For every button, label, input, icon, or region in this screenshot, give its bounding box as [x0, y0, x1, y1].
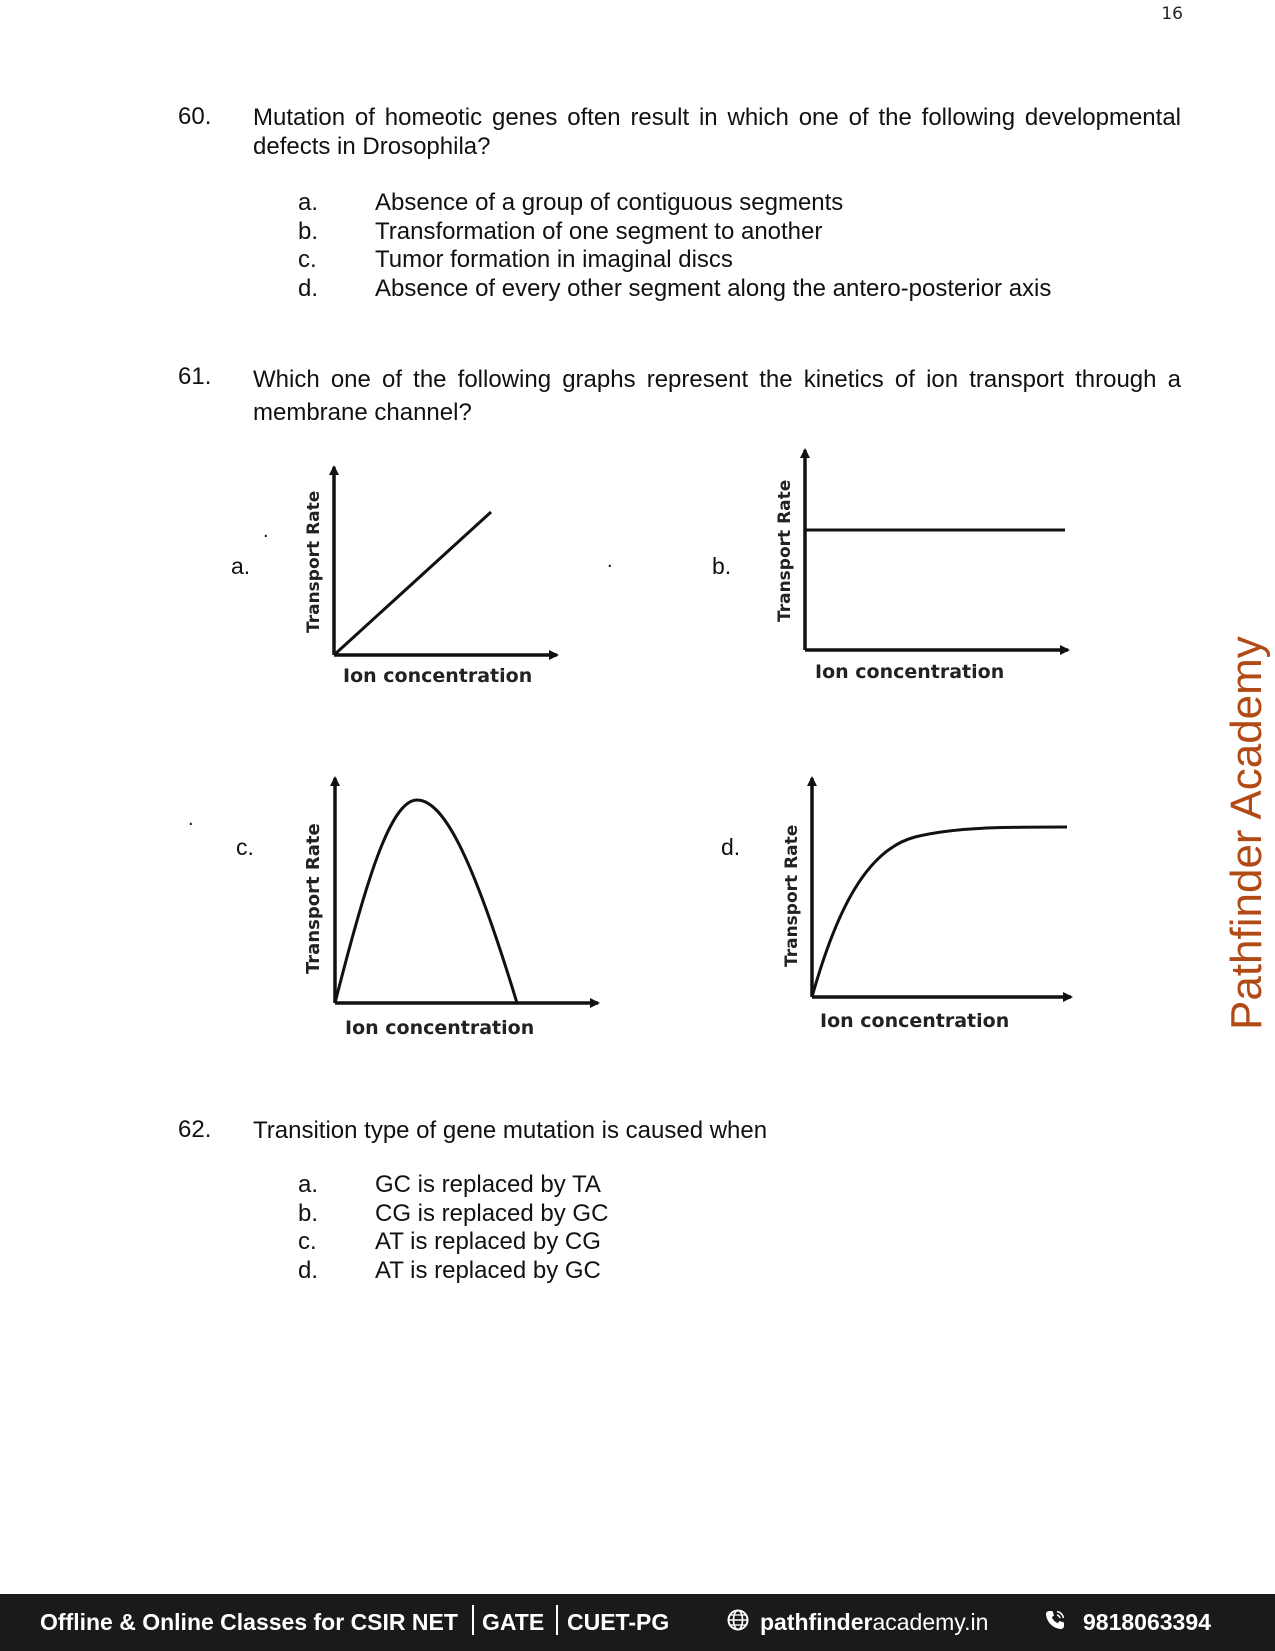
footer-classes: Offline & Online Classes for CSIR NET [40, 1609, 458, 1635]
option-label: a. [298, 1171, 319, 1198]
page-number: 16 [1161, 4, 1183, 24]
option-text: Absence of every other segment along the antero-posterior axis [375, 274, 1052, 302]
y-axis-label: Transport Rate [304, 490, 324, 633]
option-row [298, 1171, 608, 1200]
question-60-text: Mutation of homeotic genes often result in which one of the following developmental defects in Drosophila? [253, 104, 1181, 160]
question-61-text: Which one of the following graphs represent the kinetics of ion transport through a membrane channel? [253, 366, 1181, 426]
curve-line [334, 512, 491, 655]
option-text: Tumor formation in imaginal discs [375, 246, 733, 273]
graph-c-label: c. [236, 834, 254, 860]
option-row [298, 1200, 608, 1229]
option-row [298, 275, 1051, 304]
option-label: c. [298, 1228, 317, 1255]
watermark: Pathfinder Academy [1222, 636, 1271, 1030]
option-row [298, 1228, 608, 1257]
option-label: d. [298, 1256, 319, 1284]
x-axis-label: Ion concentration [343, 665, 533, 687]
option-label: c. [298, 246, 317, 273]
option-text: GC is replaced by TA [375, 1171, 601, 1198]
graph-a [295, 455, 565, 700]
curve-saturating [812, 827, 1067, 997]
option-text: Transformation of one segment to another [375, 217, 823, 245]
question-60-options [298, 189, 1051, 303]
option-row [298, 218, 1051, 247]
option-row [298, 246, 1051, 275]
footer-divider [472, 1605, 474, 1635]
stray-dot: . [188, 808, 194, 830]
question-62-text: Transition type of gene mutation is caused when [253, 1117, 768, 1144]
globe-icon [726, 1608, 750, 1638]
stray-dot: . [263, 520, 269, 542]
footer-banner [0, 1594, 1275, 1651]
website-bold: pathfinder [760, 1609, 873, 1635]
y-axis-label: Transport Rate [775, 479, 795, 622]
question-62-options [298, 1171, 608, 1285]
website-rest: academy.in [872, 1609, 989, 1635]
graph-b-label: b. [712, 553, 732, 579]
question-60-number: 60. [178, 103, 212, 130]
question-62-number: 62. [178, 1116, 212, 1143]
footer-divider [556, 1605, 558, 1635]
footer-phone[interactable]: 9818063394 [1083, 1609, 1211, 1635]
footer-website[interactable] [760, 1609, 988, 1636]
x-axis-label: Ion concentration [815, 661, 1005, 683]
option-text: Absence of a group of contiguous segments [375, 189, 844, 216]
option-label: a. [298, 189, 319, 216]
x-axis-label: Ion concentration [820, 1010, 1010, 1032]
option-label: b. [298, 1199, 319, 1227]
stray-dot: . [607, 550, 613, 572]
graph-c [295, 775, 605, 1039]
phone-icon [1043, 1608, 1067, 1638]
option-text: AT is replaced by GC [375, 1256, 601, 1284]
graph-a-label: a. [231, 553, 251, 579]
option-label: d. [298, 274, 319, 302]
footer-cuet: CUET-PG [567, 1609, 670, 1635]
option-label: b. [298, 217, 319, 245]
graph-d [775, 775, 1085, 1030]
question-61-number: 61. [178, 363, 212, 390]
option-text: CG is replaced by GC [375, 1199, 609, 1227]
graph-d-label: d. [721, 834, 741, 860]
curve-rise-fall [335, 800, 517, 1003]
y-axis-label: Transport Rate [303, 823, 324, 974]
y-axis-label: Transport Rate [782, 824, 802, 967]
graph-b [770, 445, 1080, 690]
option-text: AT is replaced by CG [375, 1228, 601, 1255]
footer-gate: GATE [482, 1609, 545, 1635]
option-row [298, 189, 1051, 218]
x-axis-label: Ion concentration [345, 1017, 535, 1039]
option-row [298, 1257, 608, 1286]
